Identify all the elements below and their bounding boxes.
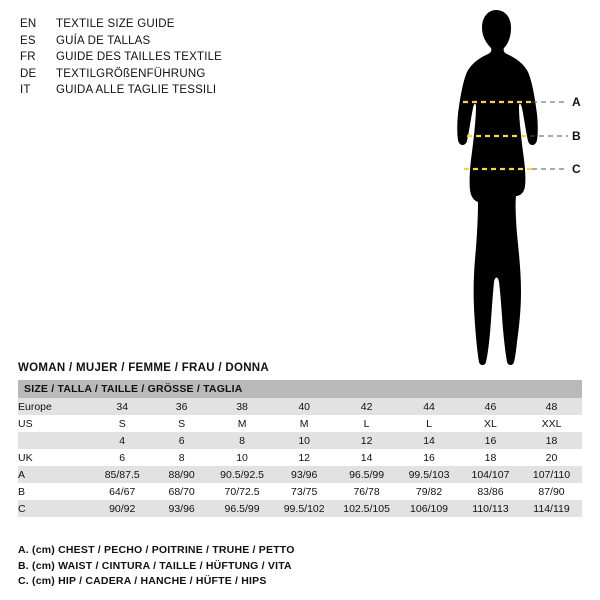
cell: 106/109 xyxy=(398,500,460,517)
marker-label-a: A xyxy=(572,95,581,109)
section-title: WOMAN / MUJER / FEMME / FRAU / DONNA xyxy=(18,362,270,374)
cell: 114/119 xyxy=(521,500,582,517)
language-code: IT xyxy=(20,84,31,96)
cell: 68/70 xyxy=(152,483,210,500)
cell: 104/107 xyxy=(460,466,521,483)
table-header-label: SIZE / TALLA / TAILLE / GRÖSSE / TAGLIA xyxy=(24,383,243,395)
cell: S xyxy=(152,415,210,432)
cell: 44 xyxy=(398,398,460,415)
language-code: DE xyxy=(20,67,37,80)
cell: 6 xyxy=(152,432,210,449)
table-row xyxy=(18,415,582,432)
cell: 102.5/105 xyxy=(335,500,398,517)
row-label: A xyxy=(18,466,92,483)
row-label: UK xyxy=(18,449,92,466)
cell: 48 xyxy=(521,398,582,415)
cell: 83/86 xyxy=(460,483,521,500)
cell: 96.5/99 xyxy=(211,500,273,517)
cell: 96.5/99 xyxy=(335,466,398,483)
marker-label-b: B xyxy=(572,129,581,143)
cell: 12 xyxy=(335,432,398,449)
language-row xyxy=(20,16,320,33)
language-code: EN xyxy=(20,18,37,30)
cell: 85/87.5 xyxy=(92,466,152,483)
cell: 99.5/103 xyxy=(398,466,460,483)
cell: XL xyxy=(460,415,521,432)
row-label: Europe xyxy=(18,398,92,415)
cell: 16 xyxy=(460,432,521,449)
female-silhouette-figure xyxy=(420,6,590,374)
marker-label-c: C xyxy=(572,162,581,176)
cell: 79/82 xyxy=(398,483,460,500)
cell: L xyxy=(335,415,398,432)
language-title: GUIDE DES TAILLES TEXTILE xyxy=(56,51,223,63)
cell: 90.5/92.5 xyxy=(211,466,273,483)
cell: 12 xyxy=(273,449,335,466)
language-title-list xyxy=(20,16,320,99)
language-title: TEXTILGRÖßENFÜHRUNG xyxy=(56,67,206,80)
body-silhouette-icon xyxy=(457,10,538,365)
cell: 90/92 xyxy=(92,500,152,517)
row-label: C xyxy=(18,500,92,517)
cell: XXL xyxy=(521,415,582,432)
cell: 70/72.5 xyxy=(211,483,273,500)
cell: 99.5/102 xyxy=(273,500,335,517)
legend-item-waist: B. (cm) WAIST / CINTURA / TAILLE / HÜFTUNG / VITA xyxy=(18,559,292,572)
cell: 18 xyxy=(460,449,521,466)
table-row xyxy=(18,432,582,449)
row-label: US xyxy=(18,415,92,432)
cell: 36 xyxy=(152,398,210,415)
cell: 110/113 xyxy=(460,500,521,517)
cell: M xyxy=(211,415,273,432)
language-code: FR xyxy=(20,51,36,63)
cell: 93/96 xyxy=(152,500,210,517)
cell: 73/75 xyxy=(273,483,335,500)
cell: 6 xyxy=(92,449,152,466)
legend-item-hip: C. (cm) HIP / CADERA / HANCHE / HÜFTE / HIPS xyxy=(18,575,267,587)
cell: 34 xyxy=(92,398,152,415)
cell: 93/96 xyxy=(273,466,335,483)
language-row xyxy=(20,82,320,99)
cell: 8 xyxy=(152,449,210,466)
cell: 18 xyxy=(521,432,582,449)
cell: 87/90 xyxy=(521,483,582,500)
cell: 14 xyxy=(398,432,460,449)
cell: 46 xyxy=(460,398,521,415)
language-row xyxy=(20,33,320,50)
cell: 10 xyxy=(211,449,273,466)
cell: 4 xyxy=(92,432,152,449)
table-row xyxy=(18,449,582,466)
row-label xyxy=(18,432,92,449)
cell: M xyxy=(273,415,335,432)
cell: 14 xyxy=(335,449,398,466)
cell: L xyxy=(398,415,460,432)
language-title: GUÍA DE TALLAS xyxy=(56,34,151,47)
size-table-container xyxy=(18,380,582,517)
cell: 42 xyxy=(335,398,398,415)
measurement-legend xyxy=(18,543,582,590)
table-row xyxy=(18,500,582,517)
table-row xyxy=(18,483,582,500)
table-row xyxy=(18,466,582,483)
cell: S xyxy=(92,415,152,432)
language-row xyxy=(20,49,320,66)
cell: 88/90 xyxy=(152,466,210,483)
language-title: TEXTILE SIZE GUIDE xyxy=(56,18,175,30)
cell: 8 xyxy=(211,432,273,449)
cell: 38 xyxy=(211,398,273,415)
cell: 20 xyxy=(521,449,582,466)
cell: 76/78 xyxy=(335,483,398,500)
cell: 16 xyxy=(398,449,460,466)
row-label: B xyxy=(18,483,92,500)
size-table xyxy=(18,380,582,517)
language-code: ES xyxy=(20,34,36,47)
legend-item-chest: A. (cm) CHEST / PECHO / POITRINE / TRUHE / PETTO xyxy=(18,544,295,556)
language-title: GUIDA ALLE TAGLIE TESSILI xyxy=(56,84,217,96)
cell: 107/110 xyxy=(521,466,582,483)
table-row xyxy=(18,398,582,415)
cell: 40 xyxy=(273,398,335,415)
language-row xyxy=(20,66,320,83)
cell: 10 xyxy=(273,432,335,449)
table-header-row xyxy=(18,380,582,398)
cell: 64/67 xyxy=(92,483,152,500)
